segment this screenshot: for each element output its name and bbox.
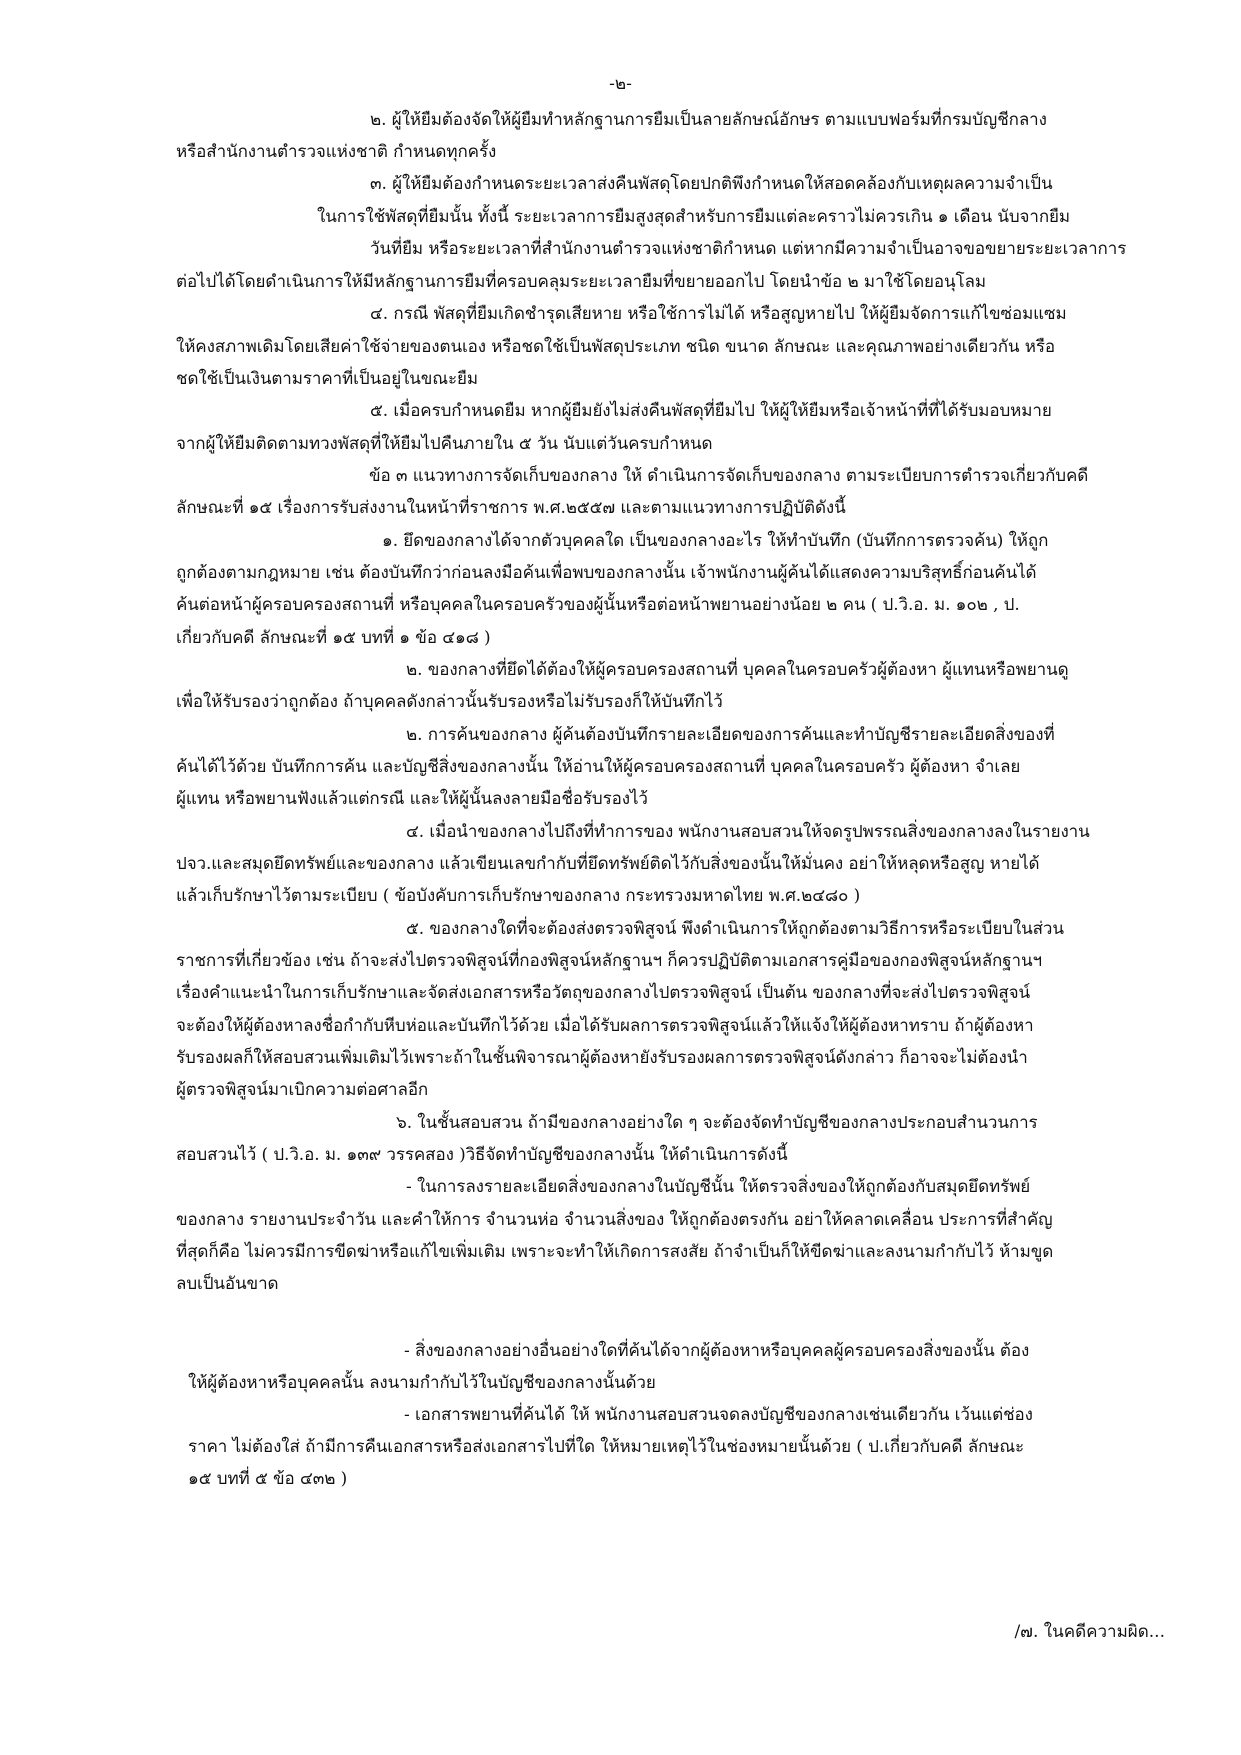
- text-line: ต่อไปได้โดยดำเนินการให้มีหลักฐานการยืมที่ครอบคลุมระยะเวลายืมที่ขยายออกไป โดยนำข้อ ๒ มาใช้โดยอนุโลม: [176, 272, 986, 292]
- text-line: ๖. ในชั้นสอบสวน ถ้ามีของกลางอย่างใด ๆ จะต้องจัดทำบัญชีของกลางประกอบสำนวนการ: [396, 1113, 1038, 1133]
- text-line: ๒. ของกลางที่ยึดได้ต้องให้ผู้ครอบครองสถานที่ บุคคลในครอบครัวผู้ต้องหา ผู้แทนหรือพยานดู: [406, 660, 1069, 680]
- text-line: ๔. กรณี พัสดุที่ยืมเกิดชำรุดเสียหาย หรือใช้การไม่ได้ หรือสูญหายไป ให้ผู้ยืมจัดการแก้ไขซ่อมแซม: [370, 304, 1067, 324]
- text-line: เกี่ยวกับคดี ลักษณะที่ ๑๕ บทที่ ๑ ข้อ ๔๑๘ ): [176, 628, 491, 648]
- text-line: ๑๕ บทที่ ๕ ข้อ ๔๓๒ ): [188, 1469, 348, 1489]
- text-line: - สิ่งของกลางอย่างอื่นอย่างใดที่ค้นได้จากผู้ต้องหาหรือบุคคลผู้ครอบครองสิ่งของนั้น ต้อง: [404, 1341, 1030, 1361]
- text-line: ๕. ของกลางใดที่จะต้องส่งตรวจพิสูจน์ พึงดำเนินการให้ถูกต้องตามวิธีการหรือระเบียบในส่วน: [406, 919, 1064, 939]
- text-line: เรื่องคำแนะนำในการเก็บรักษาและจัดส่งเอกสารหรือวัตถุของกลางไปตรวจพิสูจน์ เป็นต้น ของกลางที่จะส่งไปตรวจพิสูจน์: [176, 983, 1030, 1003]
- text-line: ๒. การค้นของกลาง ผู้ค้นต้องบันทึกรายละเอียดของการค้นและทำบัญชีรายละเอียดสิ่งของที่: [406, 725, 1055, 745]
- text-line: ให้ผู้ต้องหาหรือบุคคลนั้น ลงนามกำกับไว้ในบัญชีของกลางนั้นด้วย: [188, 1373, 656, 1393]
- text-line: ถูกต้องตามกฎหมาย เช่น ต้องบันทึกว่าก่อนลงมือค้นเพื่อพบของกลางนั้น เจ้าพนักงานผู้ค้นได้แสดงความบริสุทธิ์ก่อนค้นได้: [176, 563, 1037, 583]
- text-line: ๔. เมื่อนำของกลางไปถึงที่ทำการของ พนักงานสอบสวนให้จดรูปพรรณสิ่งของกลางลงในรายงาน: [406, 822, 1090, 842]
- text-line: - เอกสารพยานที่ค้นได้ ให้ พนักงานสอบสวนจดลงบัญชีของกลางเช่นเดียวกัน เว้นแต่ช่อง: [404, 1405, 1033, 1425]
- text-line: ในการใช้พัสดุที่ยืมนั้น ทั้งนี้ ระยะเวลาการยืมสูงสุดสำหรับการยืมแต่ละคราวไม่ควรเกิน ๑ เดือน นับจากยืม: [317, 207, 1071, 227]
- next-page-continuation: /๗. ในคดีความผิด...: [1014, 1622, 1165, 1642]
- text-line: ค้นได้ไว้ด้วย บันทึกการค้น และบัญชีสิ่งของกลางนั้น ให้อ่านให้ผู้ครอบครองสถานที่ บุคคลในครอบครัว ผู้ต้องหา จำเลย: [176, 757, 1021, 777]
- text-line: แล้วเก็บรักษาไว้ตามระเบียบ ( ข้อบังคับการเก็บรักษาของกลาง กระทรวงมหาดไทย พ.ศ.๒๔๘๐ ): [176, 886, 861, 906]
- text-line: ลักษณะที่ ๑๕ เรื่องการรับส่งงานในหน้าที่ราชการ พ.ศ.๒๕๕๗ และตามแนวทางการปฏิบัติดังนี้: [176, 498, 846, 518]
- text-line: ข้อ ๓ แนวทางการจัดเก็บของกลาง ให้ ดำเนินการจัดเก็บของกลาง ตามระเบียบการตำรวจเกี่ยวกับคดี: [369, 466, 1089, 486]
- text-line: ผู้ตรวจพิสูจน์มาเบิกความต่อศาลอีก: [176, 1080, 429, 1100]
- text-line: ที่สุดก็คือ ไม่ควรมีการขีดฆ่าหรือแก้ไขเพิ่มเติม เพราะจะทำให้เกิดการสงสัย ถ้าจำเป็นก็ให้ขีดฆ่าและลงนามกำกับไว้ ห้ามขูด: [176, 1242, 1054, 1262]
- text-line: สอบสวนไว้ ( ป.วิ.อ. ม. ๑๓๙ วรรคสอง )วิธีจัดทำบัญชีของกลางนั้น ให้ดำเนินการดังนี้: [176, 1145, 788, 1165]
- text-line: เพื่อให้รับรองว่าถูกต้อง ถ้าบุคคลดังกล่าวนั้นรับรองหรือไม่รับรองก็ให้บันทึกไว้: [176, 692, 723, 712]
- text-line: ค้นต่อหน้าผู้ครอบครองสถานที่ หรือบุคคลในครอบครัวของผู้นั้นหรือต่อหน้าพยานอย่างน้อย ๒ คน ( ป.วิ.อ. ม. ๑๐๒ , ป.: [176, 595, 1020, 615]
- text-line: จากผู้ให้ยืมติดตามทวงพัสดุที่ให้ยืมไปคืนภายใน ๕ วัน นับแต่วันครบกำหนด: [176, 434, 713, 454]
- text-line: ๕. เมื่อครบกำหนดยืม หากผู้ยืมยังไม่ส่งคืนพัสดุที่ยืมไป ให้ผู้ให้ยืมหรือเจ้าหน้าที่ที่ได้รับมอบหมาย: [370, 401, 1052, 421]
- text-line: จะต้องให้ผู้ต้องหาลงชื่อกำกับหีบห่อและบันทึกไว้ด้วย เมื่อได้รับผลการตรวจพิสูจน์แล้วให้แจ้งให้ผู้ต้องหาทราบ ถ้าผู้ต้องหา: [176, 1016, 1034, 1036]
- text-line: ปจว.และสมุดยึดทรัพย์และของกลาง แล้วเขียนเลขกำกับที่ยึดทรัพย์ติดไว้กับสิ่งของนั้นให้มั่นคง อย่าให้หลุดหรือสูญ หายได้: [176, 854, 1040, 874]
- page-number: -๒-: [609, 74, 632, 94]
- text-line: ของกลาง รายงานประจำวัน และคำให้การ จำนวนห่อ จำนวนสิ่งของ ให้ถูกต้องตรงกัน อย่าให้คลาดเคลื่อน ประการที่สำคัญ: [176, 1210, 1053, 1230]
- text-line: ผู้แทน หรือพยานฟังแล้วแต่กรณี และให้ผู้นั้นลงลายมือชื่อรับรองไว้: [176, 789, 648, 809]
- text-line: ราคา ไม่ต้องใส่ ถ้ามีการคืนเอกสารหรือส่งเอกสารไปที่ใด ให้หมายเหตุไว้ในช่องหมายนั้นด้วย ( ป.เกี่ยวกับคดี ลักษณะ: [188, 1437, 1025, 1457]
- text-line: ๓. ผู้ให้ยืมต้องกำหนดระยะเวลาส่งคืนพัสดุโดยปกติพึงกำหนดให้สอดคล้องกับเหตุผลความจำเป็น: [370, 174, 1053, 194]
- text-line: หรือสำนักงานตำรวจแห่งชาติ กำหนดทุกครั้ง: [176, 142, 497, 162]
- text-line: ๒. ผู้ให้ยืมต้องจัดให้ผู้ยืมทำหลักฐานการยืมเป็นลายลักษณ์อักษร ตามแบบฟอร์มที่กรมบัญชีกลาง: [370, 110, 1047, 130]
- text-line: - ในการลงรายละเอียดสิ่งของกลางในบัญชีนั้น ให้ตรวจสิ่งของให้ถูกต้องกับสมุดยึดทรัพย์: [406, 1177, 1031, 1197]
- text-line: ๑. ยึดของกลางได้จากตัวบุคคลใด เป็นของกลางอะไร ให้ทำบันทึก (บันทึกการตรวจค้น) ให้ถูก: [382, 531, 1049, 551]
- text-line: ลบเป็นอันขาด: [176, 1274, 279, 1294]
- text-line: ราชการที่เกี่ยวข้อง เช่น ถ้าจะส่งไปตรวจพิสูจน์ที่กองพิสูจน์หลักฐานฯ ก็ควรปฏิบัติตามเอกสารคู่มือของกองพิสูจน์หลักฐานฯ: [176, 951, 1042, 971]
- text-line: วันที่ยืม หรือระยะเวลาที่สำนักงานตำรวจแห่งชาติกำหนด แต่หากมีความจำเป็นอาจขอขยายระยะเวลาการ: [370, 239, 1127, 259]
- text-line: ชดใช้เป็นเงินตามราคาที่เป็นอยู่ในขณะยืม: [176, 369, 478, 389]
- text-line: ให้คงสภาพเดิมโดยเสียค่าใช้จ่ายของตนเอง หรือชดใช้เป็นพัสดุประเภท ชนิด ขนาด ลักษณะ และคุณภาพอย่างเดียวกัน หรือ: [176, 337, 1055, 357]
- text-line: รับรองผลก็ให้สอบสวนเพิ่มเติมไว้เพราะถ้าในชั้นพิจารณาผู้ต้องหายังรับรองผลการตรวจพิสูจน์ดังกล่าว ก็อาจจะไม่ต้องนำ: [176, 1048, 1028, 1068]
